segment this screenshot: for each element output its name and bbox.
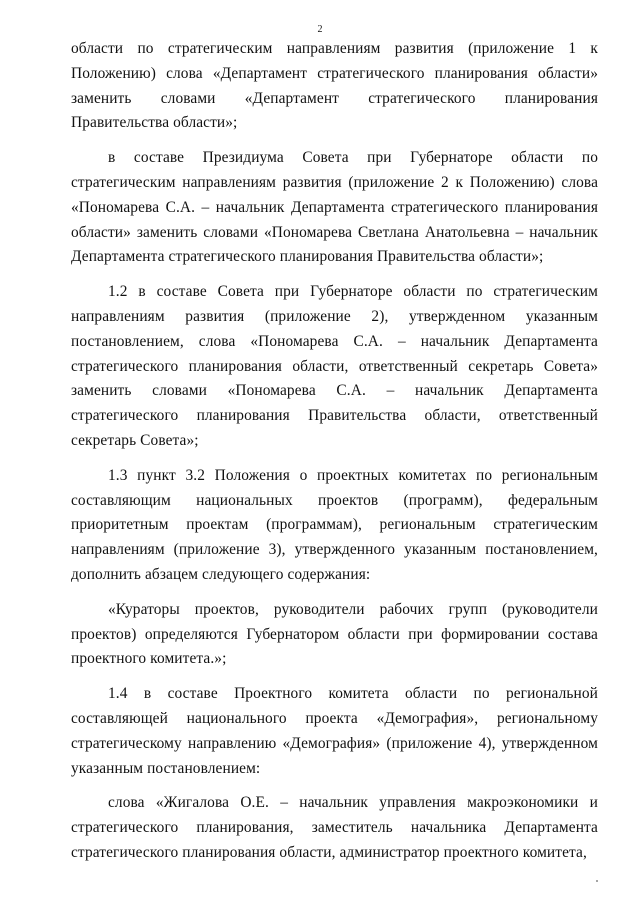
paragraph-quote-curators: «Кураторы проектов, руководители рабочих групп (руководители проектов) определяются Губернатором области при формировании состава проектного комитета.»; <box>71 600 598 668</box>
page-number: 2 <box>317 24 323 35</box>
paragraph-continuation: области по стратегическим направлениям развития (приложение 1 к Положению) слова «Департамент стратегического планирования области» заменить словами «Департамент стратегического планирования Правительства области»; <box>71 40 598 132</box>
document-body <box>71 37 598 866</box>
paragraph-1-3: 1.3 пункт 3.2 Положения о проектных комитетах по региональным составляющим национальных проектов (программ), федеральным приоритетным проектам (программам), региональным стратегическим направлениям (приложение 3), утвержденного указанным постановлением, дополнить абзацем следующего содержания: <box>71 466 598 583</box>
paragraph-1-2: 1.2 в составе Совета при Губернаторе области по стратегическим направлениям развития (приложение 2), утвержденном указанным постановлением, слова «Пономарева С.А. – начальник Департамента стратегического планирования области, ответственный секретарь Совета» заменить словами «Пономарева С.А. – начальник Департамента стратегического планирования Правительства области, ответственный секретарь Совета»; <box>71 283 598 449</box>
paragraph-1-4: 1.4 в составе Проектного комитета области по региональной составляющей национального проекта «Демография», региональному стратегическому направлению «Демография» (приложение 4), утвержденном указанным постановлением: <box>71 685 598 777</box>
scan-speck <box>596 880 598 882</box>
paragraph-words-zhigalova: слова «Жигалова О.Е. – начальник управления макроэкономики и стратегического планирования, заместитель начальника Департамента стратегического планирования области, администратор проектного комитета, <box>71 794 598 861</box>
paragraph-presidium: в составе Президиума Совета при Губернаторе области по стратегическим направлениям развития (приложение 2 к Положению) слова «Пономарева С.А. – начальник Департамента стратегического планирования области» заменить словами «Пономарева Светлана Анатольевна – начальник Департамента стратегического планирования Правительства области»; <box>71 149 598 266</box>
